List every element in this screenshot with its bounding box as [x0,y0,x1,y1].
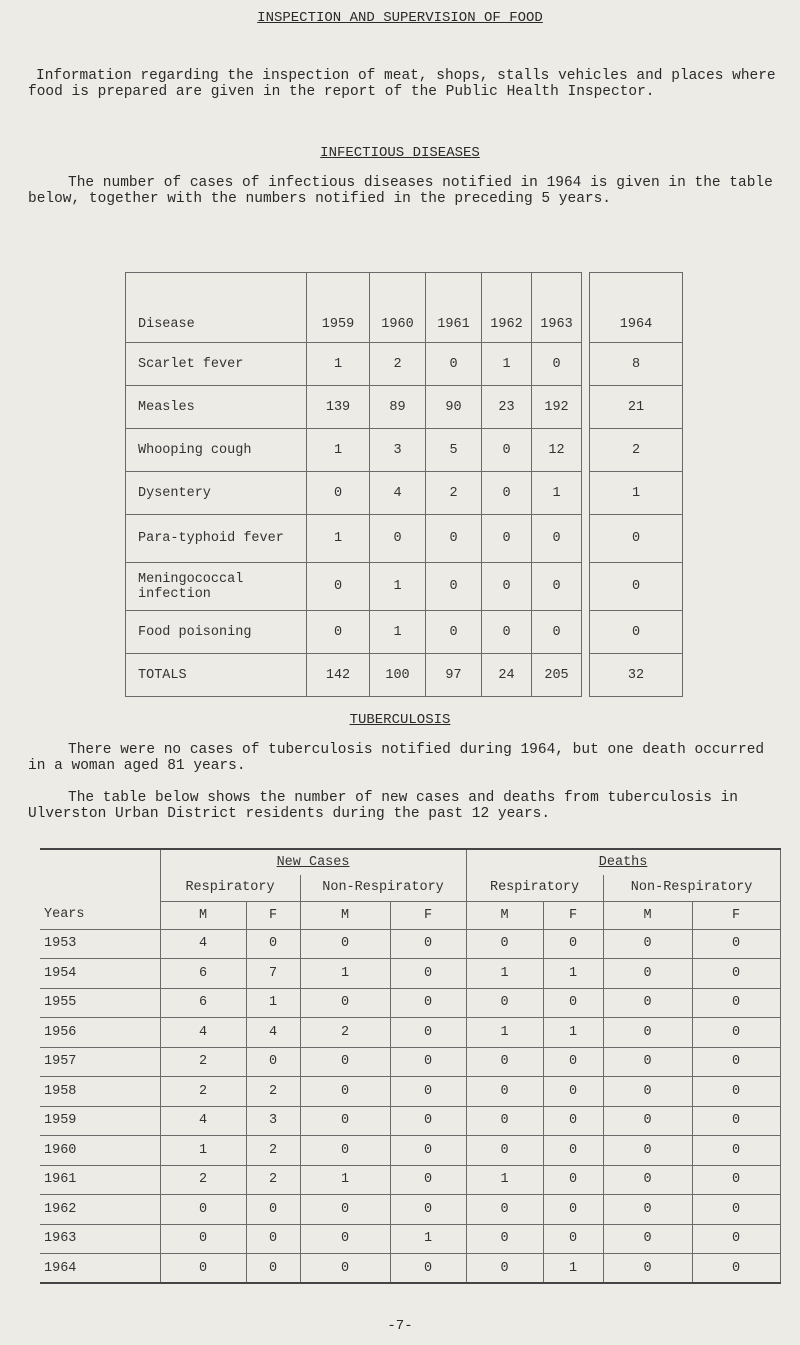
tb-count: 0 [466,1077,543,1107]
tb-count: 0 [246,1224,300,1254]
case-count: 0 [370,515,426,563]
case-count: 1 [482,343,532,386]
tb-count: 0 [466,929,543,959]
table-row [126,563,683,611]
column-gap [582,611,590,654]
tb-count: 3 [246,1106,300,1136]
case-count: 0 [482,472,532,515]
table-row [40,1077,780,1107]
table-row [40,1224,780,1254]
tb-count: 4 [246,1018,300,1048]
tb-count: 0 [692,1106,780,1136]
year: 1961 [40,1165,160,1195]
tb-count: 2 [246,1077,300,1107]
tb-count: 0 [543,1077,603,1107]
case-count: 205 [532,654,582,697]
years-header-spacer [40,849,160,901]
case-count: 32 [590,654,683,697]
table-row [40,1047,780,1077]
deaths-nonresp-header: Non-Respiratory [603,875,780,901]
column-header: 1964 [590,273,683,343]
tb-count: 0 [692,929,780,959]
case-count: 0 [590,611,683,654]
case-count: 23 [482,386,532,429]
case-count: 21 [590,386,683,429]
tb-count: 0 [692,1077,780,1107]
tb-count: 2 [246,1136,300,1166]
column-gap [582,515,590,563]
tb-count: 0 [300,1136,390,1166]
case-count: 89 [370,386,426,429]
tb-count: 1 [466,1165,543,1195]
disease-name: Scarlet fever [126,343,307,386]
new-resp-header: Respiratory [160,875,300,901]
m-header: M [466,901,543,929]
column-gap [582,429,590,472]
tb-count: 0 [692,1047,780,1077]
tb-count: 1 [543,1018,603,1048]
deaths-resp-header: Respiratory [466,875,603,901]
column-gap [582,386,590,429]
case-count: 142 [307,654,370,697]
tb-count: 0 [543,1195,603,1225]
tb-count: 0 [246,1254,300,1284]
tb-count: 2 [300,1018,390,1048]
tb-count: 1 [543,1254,603,1284]
year: 1959 [40,1106,160,1136]
table-row [40,959,780,989]
column-gap [582,472,590,515]
tb-count: 0 [390,1077,466,1107]
tb-count: 0 [603,1047,692,1077]
case-count: 1 [532,472,582,515]
case-count: 0 [426,611,482,654]
tb-count: 1 [543,959,603,989]
disease-name: Dysentery [126,472,307,515]
column-header: 1960 [370,273,426,343]
tb-count: 2 [160,1077,246,1107]
case-count: 0 [532,343,582,386]
case-count: 0 [590,515,683,563]
tb-count: 0 [692,959,780,989]
case-count: 0 [426,563,482,611]
case-count: 1 [370,611,426,654]
case-count: 0 [532,515,582,563]
case-count: 0 [307,563,370,611]
tb-count: 0 [246,929,300,959]
tb-count: 0 [300,1047,390,1077]
new-cases-header: New Cases [276,855,350,870]
column-gap [582,273,590,343]
tb-count: 0 [300,1195,390,1225]
tb-count: 0 [543,1165,603,1195]
case-count: 1 [307,429,370,472]
tb-count: 0 [603,1254,692,1284]
tb-count: 1 [466,959,543,989]
tb-count: 0 [160,1254,246,1284]
tb-count: 0 [300,1077,390,1107]
year: 1963 [40,1224,160,1254]
case-count: 0 [482,611,532,654]
tb-count: 0 [466,1047,543,1077]
tb-paragraph-2: The table below shows the number of new cases and deaths from tuberculosis in Ulverston Urban District residents during the past 12 years. [28,790,739,822]
tb-count: 0 [603,1195,692,1225]
tb-count: 0 [390,959,466,989]
tb-count: 0 [390,929,466,959]
case-count: 2 [370,343,426,386]
tb-count: 0 [603,929,692,959]
tb-count: 0 [603,959,692,989]
case-count: 8 [590,343,683,386]
table-row [40,1106,780,1136]
tb-count: 4 [160,929,246,959]
tb-count: 7 [246,959,300,989]
tb-count: 0 [543,1224,603,1254]
case-count: 0 [482,515,532,563]
case-count: 97 [426,654,482,697]
tb-count: 0 [603,988,692,1018]
tb-count: 1 [390,1224,466,1254]
f-header: F [246,901,300,929]
sex-header-row [40,901,780,929]
infectious-paragraph: The number of cases of infectious diseases notified in 1964 is given in the table below, together with the numbers notified in the preceding 5 years. [28,175,773,207]
case-count: 24 [482,654,532,697]
case-count: 1 [307,515,370,563]
case-count: 0 [482,429,532,472]
tb-count: 0 [692,1224,780,1254]
table-row [40,1136,780,1166]
tb-count: 0 [390,1136,466,1166]
tb-count: 0 [390,1018,466,1048]
tb-count: 4 [160,1106,246,1136]
page-number: -7- [387,1318,413,1334]
year: 1954 [40,959,160,989]
case-count: 4 [370,472,426,515]
tb-count: 0 [692,1136,780,1166]
year: 1956 [40,1018,160,1048]
tb-count: 2 [160,1047,246,1077]
table-row [126,343,683,386]
table-row [126,654,683,697]
tb-count: 0 [692,1254,780,1284]
tb-count: 2 [160,1165,246,1195]
infectious-diseases-table [125,272,683,697]
tuberculosis-heading: TUBERCULOSIS [349,712,451,728]
year: 1960 [40,1136,160,1166]
case-count: 139 [307,386,370,429]
column-header: 1959 [307,273,370,343]
year: 1958 [40,1077,160,1107]
tb-count: 0 [246,1195,300,1225]
tb-count: 0 [160,1195,246,1225]
case-count: 0 [482,563,532,611]
table-row [40,1254,780,1284]
tb-count: 0 [300,929,390,959]
year: 1957 [40,1047,160,1077]
f-header: F [390,901,466,929]
table-row [126,386,683,429]
tb-count: 0 [300,1224,390,1254]
disease-name: Food poisoning [126,611,307,654]
tb-count: 0 [466,988,543,1018]
table-header-row [126,273,683,343]
year: 1962 [40,1195,160,1225]
tb-count: 6 [160,959,246,989]
column-gap [582,563,590,611]
column-header: Disease [126,273,307,343]
column-header: 1961 [426,273,482,343]
case-count: 0 [307,611,370,654]
f-header: F [692,901,780,929]
tb-count: 1 [466,1018,543,1048]
tb-count: 0 [692,988,780,1018]
year: 1964 [40,1254,160,1284]
tb-count: 0 [246,1047,300,1077]
tb-count: 0 [390,1165,466,1195]
tb-count: 0 [603,1224,692,1254]
tb-count: 1 [300,959,390,989]
case-count: 1 [307,343,370,386]
tb-count: 0 [543,1047,603,1077]
case-count: 1 [590,472,683,515]
table-row [40,988,780,1018]
table-row [40,1018,780,1048]
year: 1955 [40,988,160,1018]
tb-count: 0 [466,1136,543,1166]
table-row [126,611,683,654]
case-count: 0 [532,563,582,611]
tb-count: 0 [603,1106,692,1136]
tb-count: 0 [543,988,603,1018]
column-header: 1962 [482,273,532,343]
case-count: 0 [590,563,683,611]
disease-name: Meningococcal infection [126,563,307,611]
tb-count: 0 [603,1136,692,1166]
tb-count: 0 [692,1195,780,1225]
table-row [126,472,683,515]
tb-count: 0 [390,988,466,1018]
case-count: 2 [426,472,482,515]
m-header: M [160,901,246,929]
case-count: 0 [426,515,482,563]
case-count: 0 [426,343,482,386]
tb-count: 0 [543,929,603,959]
tb-count: 0 [390,1047,466,1077]
disease-name: Para-typhoid fever [126,515,307,563]
tb-count: 0 [603,1165,692,1195]
tb-count: 0 [692,1165,780,1195]
column-gap [582,343,590,386]
table-row [126,429,683,472]
table-row [40,929,780,959]
tb-count: 1 [246,988,300,1018]
year: 1953 [40,929,160,959]
tb-count: 0 [603,1077,692,1107]
page-title: INSPECTION AND SUPERVISION OF FOOD [257,10,543,26]
tb-paragraph-1: There were no cases of tuberculosis notified during 1964, but one death occurred in a woman aged 81 years. [28,742,765,774]
tb-count: 0 [160,1224,246,1254]
tb-count: 6 [160,988,246,1018]
tuberculosis-table [40,848,781,1284]
years-header: Years [40,901,160,929]
column-gap [582,654,590,697]
m-header: M [300,901,390,929]
tb-count: 0 [390,1195,466,1225]
tb-count: 0 [543,1136,603,1166]
deaths-header: Deaths [598,855,648,870]
column-header: 1963 [532,273,582,343]
table-row [40,1195,780,1225]
disease-name: TOTALS [126,654,307,697]
case-count: 12 [532,429,582,472]
case-count: 0 [532,611,582,654]
tb-count: 2 [246,1165,300,1195]
table-row [40,1165,780,1195]
tb-count: 0 [466,1254,543,1284]
intro-paragraph: Information regarding the inspection of meat, shops, stalls vehicles and places where food is prepared are given in the report of the Public Health Inspector. [28,68,776,100]
disease-name: Whooping cough [126,429,307,472]
tb-count: 0 [466,1195,543,1225]
tb-count: 0 [390,1106,466,1136]
tb-count: 0 [603,1018,692,1048]
m-header: M [603,901,692,929]
tb-count: 0 [466,1224,543,1254]
tb-count: 0 [300,988,390,1018]
case-count: 3 [370,429,426,472]
tb-count: 0 [692,1018,780,1048]
case-count: 90 [426,386,482,429]
tb-count: 0 [390,1254,466,1284]
table-row [126,515,683,563]
tb-count: 0 [543,1106,603,1136]
case-count: 100 [370,654,426,697]
case-count: 1 [370,563,426,611]
infectious-heading: INFECTIOUS DISEASES [320,145,480,161]
case-count: 2 [590,429,683,472]
f-header: F [543,901,603,929]
case-count: 192 [532,386,582,429]
case-count: 0 [307,472,370,515]
tb-count: 1 [160,1136,246,1166]
case-count: 5 [426,429,482,472]
tb-count: 0 [466,1106,543,1136]
tb-count: 0 [300,1254,390,1284]
tb-count: 0 [300,1106,390,1136]
new-nonresp-header: Non-Respiratory [300,875,466,901]
tb-count: 1 [300,1165,390,1195]
tb-count: 4 [160,1018,246,1048]
disease-name: Measles [126,386,307,429]
